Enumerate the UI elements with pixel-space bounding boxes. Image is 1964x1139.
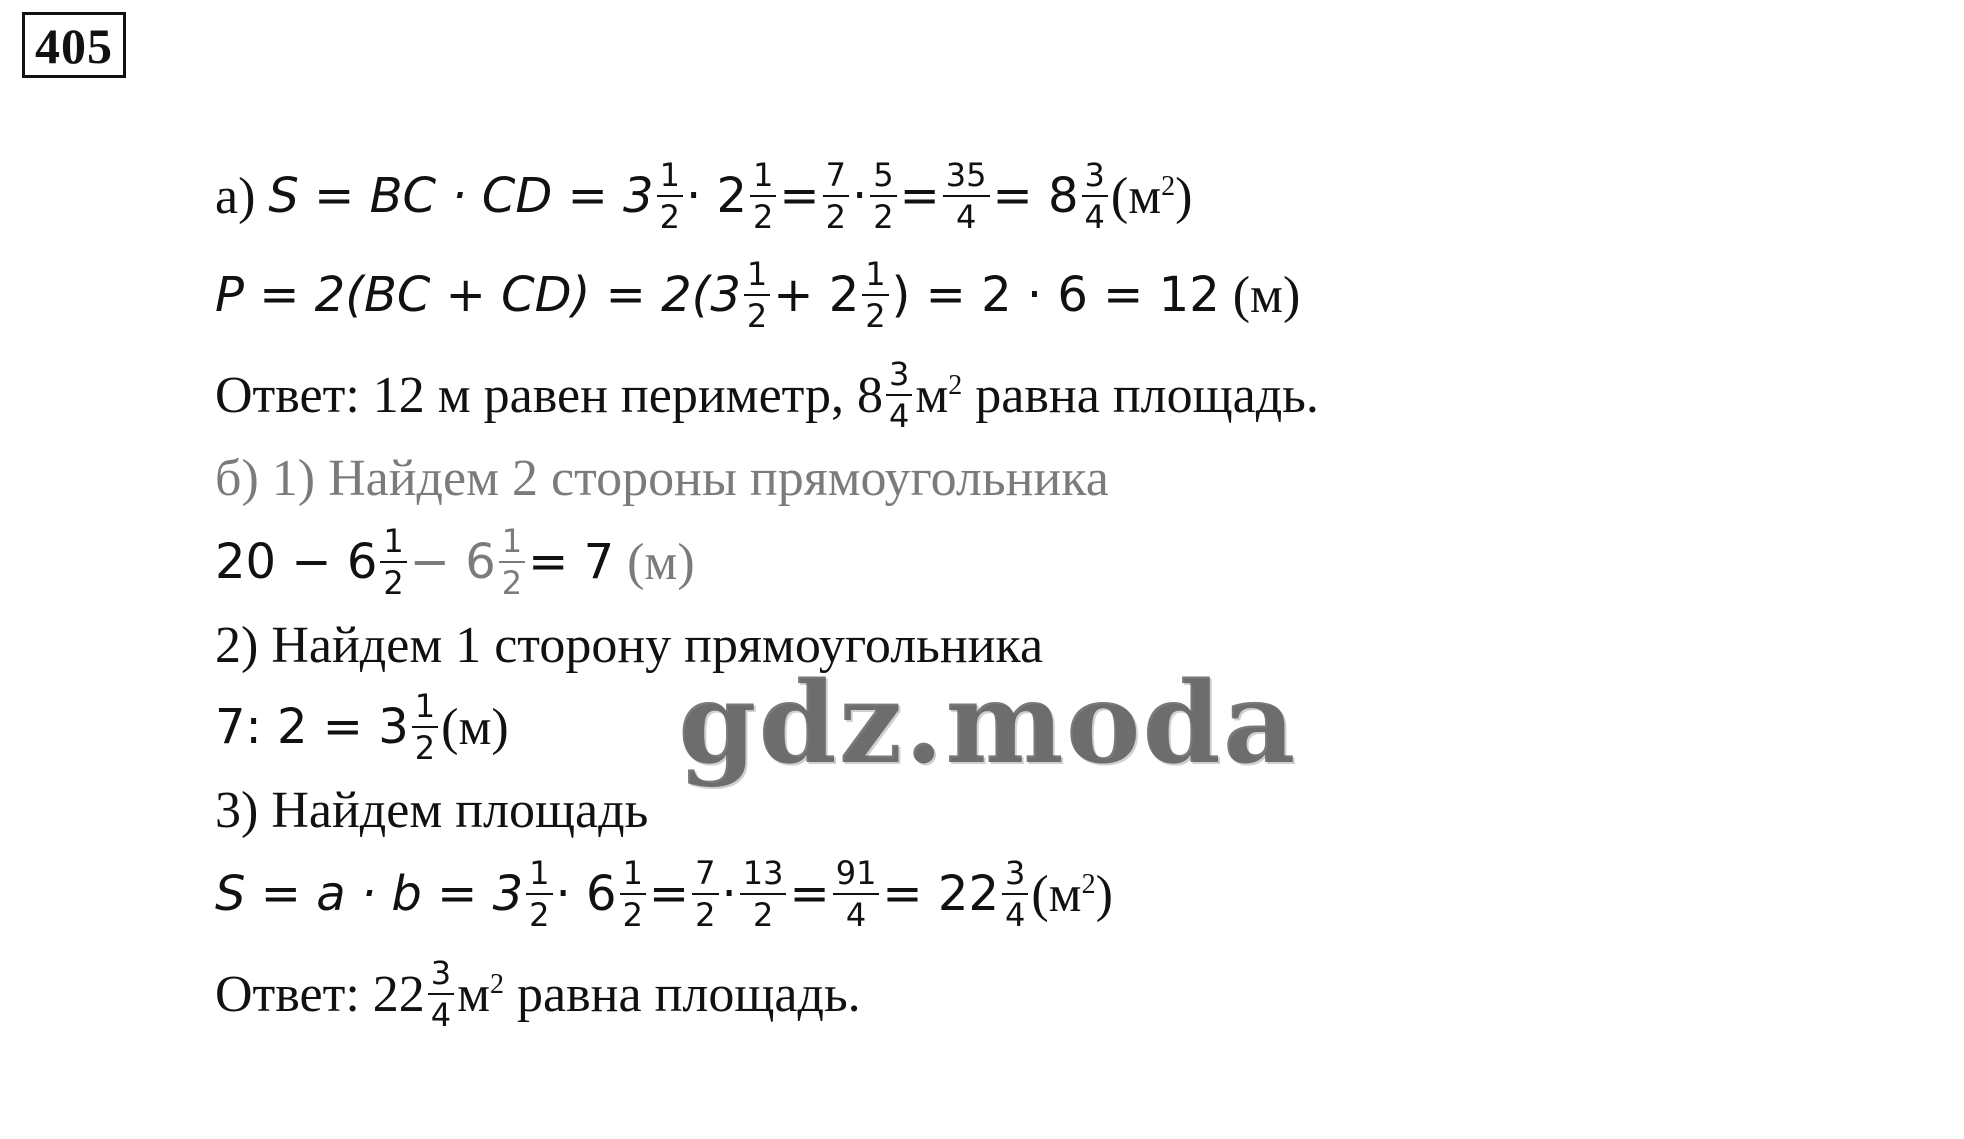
step3-unit: $(м^2)$ <box>1031 865 1113 923</box>
part-b-answer-line <box>215 944 861 1044</box>
answer-b-post: равна площадь. <box>517 965 861 1023</box>
fraction-3-4: $\frac{3}{4}$ <box>886 358 912 432</box>
fraction-3-4: $\frac{3}{4}$ <box>428 957 454 1031</box>
watermark: gdz.moda <box>678 658 1298 789</box>
area-eq: = <box>899 168 940 224</box>
area-mul: · <box>851 168 868 224</box>
fraction-1-2: $\frac{1}{2}$ <box>499 525 525 599</box>
step1-title: б) 1) Найдем 2 стороны прямоугольника <box>215 449 1109 507</box>
perimeter-unit: (м) <box>1232 266 1301 324</box>
fraction-1-2: $\frac{1}{2}$ <box>380 525 406 599</box>
area-unit: $(м^2)$ <box>1110 167 1193 225</box>
fraction-1-2: $\frac{1}{2}$ <box>526 857 552 931</box>
step3-mul: · <box>721 866 737 922</box>
step2-title: 2) Найдем 1 сторону прямоугольника <box>215 616 1044 674</box>
area-eq: = 8 <box>992 168 1079 224</box>
fraction-35-4: $\frac{35}{4}$ <box>943 159 990 233</box>
answer-a-unit: $м^2$ <box>915 366 963 424</box>
area-eq: = <box>779 168 820 224</box>
fraction-7-2: $\frac{7}{2}$ <box>823 159 849 233</box>
answer-a-post: равна площадь. <box>975 366 1319 424</box>
step1-unit: (м) <box>627 533 695 591</box>
perimeter-plus: + 2 <box>773 267 860 323</box>
step3-eq3: = 22 <box>882 866 999 922</box>
part-b-step3-calc <box>215 844 1113 944</box>
perimeter-tail: ) = 2 · 6 = 12 <box>891 267 1220 323</box>
step3-calc-pre: S = a · b = 3 <box>215 866 524 922</box>
fraction-1-2: $\frac{1}{2}$ <box>744 258 770 332</box>
step2-unit: (м) <box>441 698 509 756</box>
answer-b-pre: Ответ: 22 <box>215 965 425 1023</box>
step2-calc: 7: 2 = 3 <box>215 699 409 755</box>
step3-eq1: = <box>648 866 690 922</box>
step1-calc-pre: 20 − 6 <box>215 534 378 590</box>
fraction-3-4: $\frac{3}{4}$ <box>1002 857 1028 931</box>
answer-a-pre: Ответ: 12 м равен периметр, 8 <box>215 366 884 424</box>
fraction-1-2: $\frac{1}{2}$ <box>862 258 888 332</box>
fraction-5-2: $\frac{5}{2}$ <box>870 159 896 233</box>
fraction-13-2: $\frac{13}{2}$ <box>740 857 787 931</box>
step1-calc-tail: = 7 <box>528 534 615 590</box>
fraction-91-4: $\frac{91}{4}$ <box>833 857 880 931</box>
problem-number-badge <box>22 12 126 78</box>
step1-calc-mid: − 6 <box>409 534 496 590</box>
perimeter-formula: P = 2(BC + CD) = 2(3 <box>215 267 741 323</box>
part-a-perimeter-line <box>215 245 1300 345</box>
problem-number: 405 <box>35 18 113 74</box>
answer-b-unit: $м^2$ <box>457 965 505 1023</box>
fraction-7-2: $\frac{7}{2}$ <box>692 857 718 931</box>
step3-mid1: · 6 <box>555 866 617 922</box>
fraction-1-2: $\frac{1}{2}$ <box>412 690 438 764</box>
step3-title: 3) Найдем площадь <box>215 781 649 839</box>
part-a-area-line <box>215 146 1192 246</box>
fraction-1-2: $\frac{1}{2}$ <box>657 159 683 233</box>
fraction-1-2: $\frac{1}{2}$ <box>750 159 776 233</box>
area-formula: S = BC · CD = 3 <box>268 168 654 224</box>
fraction-1-2: $\frac{1}{2}$ <box>620 857 646 931</box>
part-a-label: а) <box>215 167 256 225</box>
fraction-3-4: $\frac{3}{4}$ <box>1082 159 1108 233</box>
step3-eq2: = <box>789 866 830 922</box>
area-mid1: · 2 <box>685 168 747 224</box>
